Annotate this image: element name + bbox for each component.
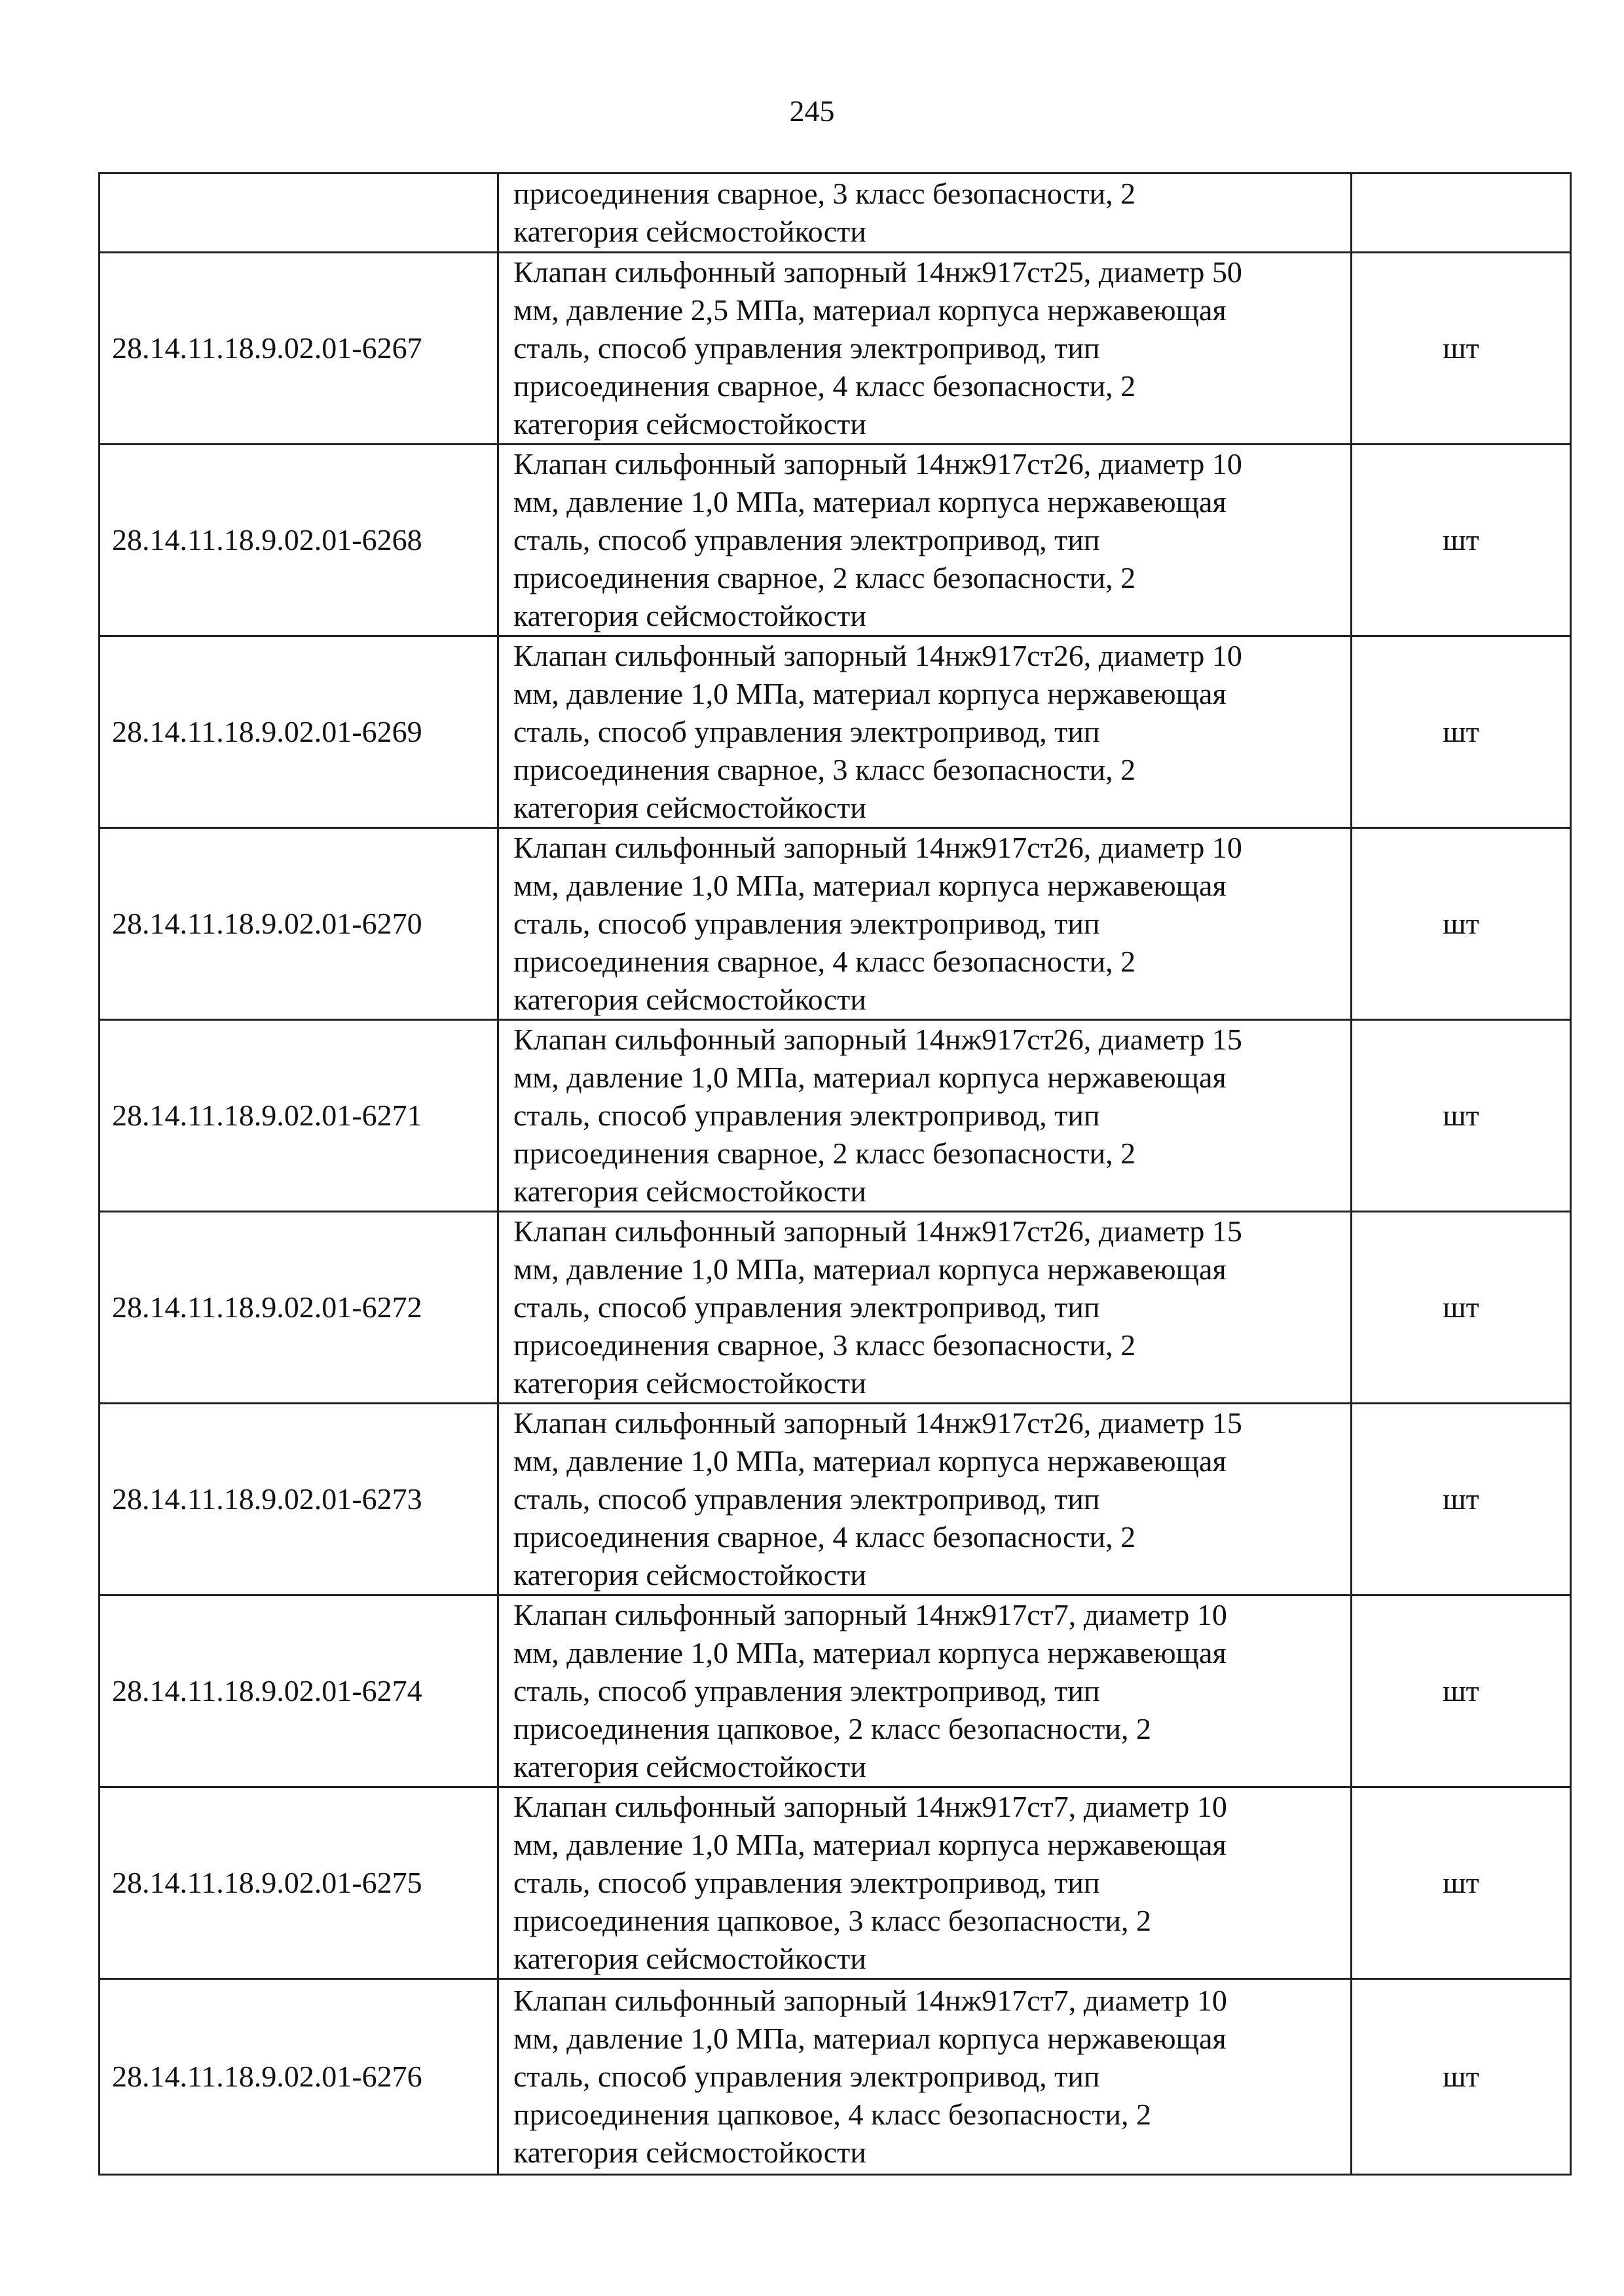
item-code: 28.14.11.18.9.02.01-6269 — [100, 636, 498, 828]
description-line: мм, давление 1,0 МПа, материал корпуса нержавеющая — [513, 869, 1227, 902]
item-unit: шт — [1352, 1595, 1571, 1787]
description-line: сталь, способ управления электропривод, тип — [513, 523, 1100, 556]
description-line: присоединения сварное, 4 класс безопасности, 2 — [513, 369, 1136, 403]
description-line: Клапан сильфонный запорный 14нж917ст26, диаметр 15 — [513, 1406, 1242, 1440]
description-line: мм, давление 1,0 МПа, материал корпуса нержавеющая — [513, 1636, 1227, 1669]
description-line: категория сейсмостойкости — [513, 215, 866, 248]
description-line: категория сейсмостойкости — [513, 983, 866, 1016]
description-line: Клапан сильфонный запорный 14нж917ст7, диаметр 10 — [513, 1598, 1227, 1631]
catalog-table-body — [100, 173, 1571, 2175]
description-line: сталь, способ управления электропривод, тип — [513, 907, 1100, 940]
catalog-table — [98, 172, 1572, 2176]
item-unit: шт — [1352, 253, 1571, 445]
description-line: присоединения цапковое, 3 класс безопасности, 2 — [513, 1904, 1151, 1937]
description-line: Клапан сильфонный запорный 14нж917ст26, диаметр 10 — [513, 831, 1242, 864]
item-unit: шт — [1352, 1212, 1571, 1404]
description-line: присоединения сварное, 3 класс безопасности, 2 — [513, 177, 1136, 210]
description-line: присоединения сварное, 2 класс безопасности, 2 — [513, 561, 1136, 594]
item-unit: шт — [1352, 1020, 1571, 1212]
item-description — [498, 1979, 1352, 2175]
description-line: мм, давление 2,5 МПа, материал корпуса нержавеющая — [513, 293, 1227, 327]
description-line: сталь, способ управления электропривод, тип — [513, 331, 1100, 365]
item-unit: шт — [1352, 1787, 1571, 1979]
description-line: мм, давление 1,0 МПа, материал корпуса нержавеющая — [513, 1252, 1227, 1286]
description-line: Клапан сильфонный запорный 14нж917ст26, диаметр 10 — [513, 639, 1242, 672]
item-description — [498, 1595, 1352, 1787]
description-line: категория сейсмостойкости — [513, 1750, 866, 1783]
item-code: 28.14.11.18.9.02.01-6275 — [100, 1787, 498, 1979]
description-line: сталь, способ управления электропривод, тип — [513, 1674, 1100, 1707]
item-code: 28.14.11.18.9.02.01-6270 — [100, 828, 498, 1020]
description-line: сталь, способ управления электропривод, тип — [513, 2060, 1100, 2093]
description-line: сталь, способ управления электропривод, тип — [513, 715, 1100, 748]
description-line: сталь, способ управления электропривод, тип — [513, 1290, 1100, 1324]
description-line: категория сейсмостойкости — [513, 1558, 866, 1592]
description-line: категория сейсмостойкости — [513, 1366, 866, 1400]
page-number: 245 — [789, 94, 835, 128]
description-line: мм, давление 1,0 МПа, материал корпуса нержавеющая — [513, 1061, 1227, 1094]
description-line: категория сейсмостойкости — [513, 599, 866, 632]
description-line: мм, давление 1,0 МПа, материал корпуса нержавеющая — [513, 2022, 1227, 2055]
description-line: присоединения цапковое, 2 класс безопасности, 2 — [513, 1712, 1151, 1745]
description-line: Клапан сильфонный запорный 14нж917ст26, диаметр 15 — [513, 1023, 1242, 1056]
item-description — [498, 828, 1352, 1020]
item-description — [498, 1020, 1352, 1212]
description-line: сталь, способ управления электропривод, тип — [513, 1866, 1100, 1899]
item-unit — [1352, 173, 1571, 253]
description-line: сталь, способ управления электропривод, тип — [513, 1482, 1100, 1516]
description-line: присоединения сварное, 2 класс безопасности, 2 — [513, 1137, 1136, 1170]
item-unit: шт — [1352, 1404, 1571, 1595]
table-row — [100, 1595, 1571, 1787]
table-row — [100, 636, 1571, 828]
item-unit: шт — [1352, 445, 1571, 636]
table-row — [100, 1979, 1571, 2175]
item-code: 28.14.11.18.9.02.01-6273 — [100, 1404, 498, 1595]
description-line: Клапан сильфонный запорный 14нж917ст26, диаметр 10 — [513, 447, 1242, 481]
description-line: категория сейсмостойкости — [513, 407, 866, 441]
description-line: присоединения сварное, 3 класс безопасности, 2 — [513, 753, 1136, 786]
description-line: Клапан сильфонный запорный 14нж917ст7, диаметр 10 — [513, 1790, 1227, 1823]
table-row — [100, 1020, 1571, 1212]
description-line: категория сейсмостойкости — [513, 791, 866, 824]
description-line: мм, давление 1,0 МПа, материал корпуса нержавеющая — [513, 1828, 1227, 1861]
item-code — [100, 173, 498, 253]
item-description — [498, 1212, 1352, 1404]
description-line: категория сейсмостойкости — [513, 1175, 866, 1208]
item-unit: шт — [1352, 828, 1571, 1020]
description-line: Клапан сильфонный запорный 14нж917ст26, диаметр 15 — [513, 1214, 1242, 1248]
table-row — [100, 1404, 1571, 1595]
item-unit: шт — [1352, 636, 1571, 828]
item-code: 28.14.11.18.9.02.01-6276 — [100, 1979, 498, 2175]
table-row — [100, 253, 1571, 445]
description-line: присоединения сварное, 4 класс безопасности, 2 — [513, 945, 1136, 978]
description-line: присоединения сварное, 3 класс безопасности, 2 — [513, 1328, 1136, 1362]
description-line: сталь, способ управления электропривод, тип — [513, 1099, 1100, 1132]
table-row — [100, 1787, 1571, 1979]
item-description — [498, 1404, 1352, 1595]
item-code: 28.14.11.18.9.02.01-6271 — [100, 1020, 498, 1212]
item-code: 28.14.11.18.9.02.01-6272 — [100, 1212, 498, 1404]
item-code: 28.14.11.18.9.02.01-6274 — [100, 1595, 498, 1787]
item-description — [498, 445, 1352, 636]
item-code: 28.14.11.18.9.02.01-6267 — [100, 253, 498, 445]
item-description — [498, 253, 1352, 445]
item-description — [498, 1787, 1352, 1979]
item-unit: шт — [1352, 1979, 1571, 2175]
table-row — [100, 1212, 1571, 1404]
description-line: мм, давление 1,0 МПа, материал корпуса нержавеющая — [513, 677, 1227, 710]
description-line: Клапан сильфонный запорный 14нж917ст25, диаметр 50 — [513, 255, 1242, 289]
description-line: мм, давление 1,0 МПа, материал корпуса нержавеющая — [513, 1444, 1227, 1478]
description-line: присоединения сварное, 4 класс безопасности, 2 — [513, 1520, 1136, 1554]
item-code: 28.14.11.18.9.02.01-6268 — [100, 445, 498, 636]
table-row — [100, 828, 1571, 1020]
item-description — [498, 173, 1352, 253]
description-line: Клапан сильфонный запорный 14нж917ст7, диаметр 10 — [513, 1984, 1227, 2017]
description-line: категория сейсмостойкости — [513, 2136, 866, 2169]
table-row — [100, 445, 1571, 636]
item-description — [498, 636, 1352, 828]
description-line: категория сейсмостойкости — [513, 1942, 866, 1975]
description-line: присоединения цапковое, 4 класс безопасности, 2 — [513, 2098, 1151, 2131]
description-line: мм, давление 1,0 МПа, материал корпуса нержавеющая — [513, 485, 1227, 519]
continuation-row — [100, 173, 1571, 253]
